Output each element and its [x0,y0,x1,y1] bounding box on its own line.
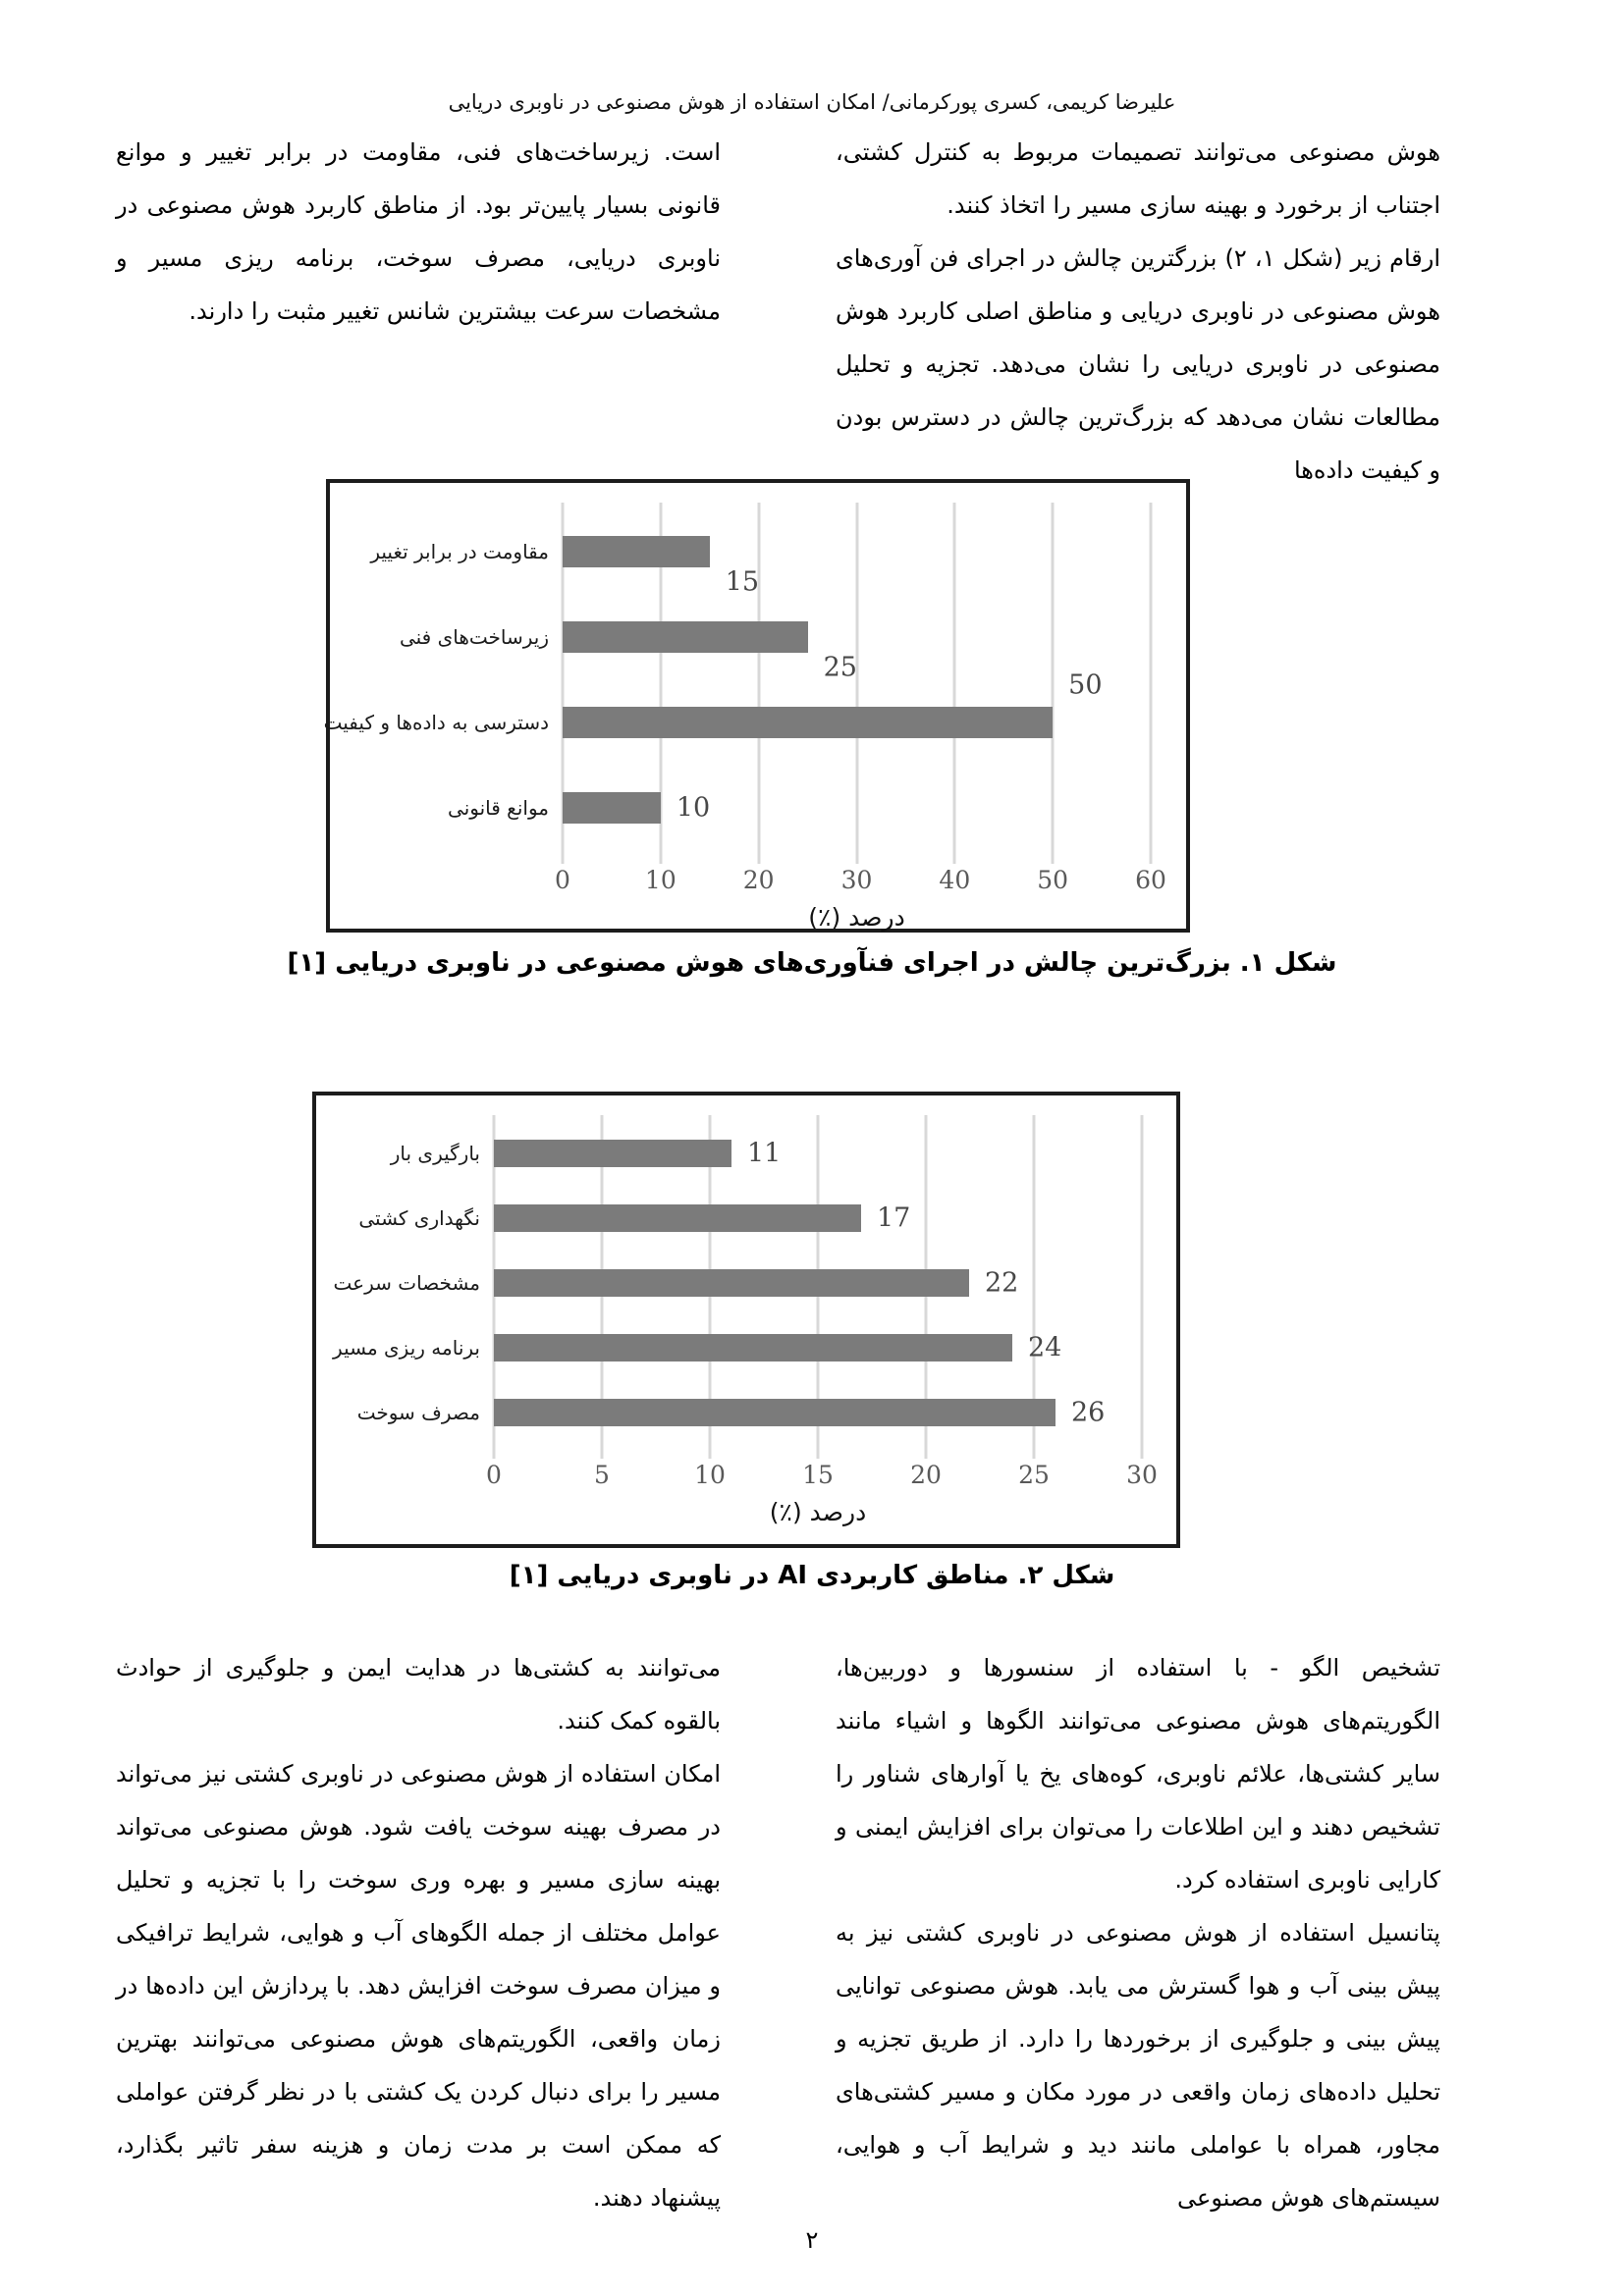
x-tick-label: 20 [910,1461,942,1489]
paragraph: هوش مصنوعی می‌توانند تصمیمات مربوط به کنترل کشتی، اجتناب از برخورد و بهینه سازی مسیر را اتخاذ کنند. [836,138,1440,219]
paragraph: پتانسیل استفاده از هوش مصنوعی در ناوبری کشتی نیز به پیش بینی آب و هوا گسترش می یابد. هوش مصنوعی توانایی پیش بینی و جلوگیری از برخوردها را دارد. از طریق تجزیه و تحلیل داده‌های زمان واقعی در مورد مکان و مسیر کشتی‌های مجاور، همراه با عواملی مانند دید و شرایط آب و هوایی، سیستم‌های هوش مصنوعی [836,1919,1440,2212]
bar-value-label: 24 [1028,1332,1062,1363]
bar-value-label: 10 [676,792,711,823]
x-tick-label: 10 [644,866,677,894]
bar-value-label: 25 [823,652,857,682]
x-tick-label: 40 [939,866,971,894]
running-header: علیرضا کریمی، کسری پورکرمانی/ امکان استفاده از هوش مصنوعی در ناوبری دریایی [448,90,1176,114]
x-tick-label: 30 [840,866,873,894]
figure-1-caption: شکل ۱. بزرگ‌ترین چالش در اجرای فنآوری‌های هوش مصنوعی در ناوبری دریایی [۱] [287,948,1337,978]
x-tick-label: 0 [486,1461,502,1489]
bottom-left-column [116,1641,721,2224]
bar [563,621,808,653]
figure-2-bar-chart [312,1092,1180,1548]
top-right-column [836,126,1440,497]
bar-value-label: 11 [747,1138,782,1169]
bar-value-label: 17 [877,1202,911,1234]
bar-value-label: 15 [725,566,760,597]
x-axis-title: درصد (٪) [769,1498,867,1526]
x-tick-label: 50 [1037,866,1069,894]
x-tick-label: 10 [694,1461,726,1489]
bottom-right-column [836,1641,1440,2224]
bar-row [356,1380,1142,1445]
bar-value-label: 26 [1070,1397,1106,1428]
category-label: مشخصات سرعت [333,1271,480,1295]
bar [494,1334,1012,1362]
bar-value-label: 22 [985,1267,1019,1299]
page-number: ۲ [805,2226,819,2254]
category-label: زیرساخت‌های فنی [399,624,549,649]
category-label: بارگیری بار [390,1142,480,1165]
x-axis-ticks [555,866,1166,899]
bar-row [358,1186,1142,1251]
bar [494,1140,731,1167]
paragraph: می‌توانند به کشتی‌ها در هدایت ایمن و جلوگیری از حوادث بالقوه کمک کنند. [116,1654,721,1735]
bar [494,1399,1056,1426]
bar-row [448,765,1151,850]
figure-2-caption: شکل ۲. مناطق کاربردی AI در ناوبری دریایی [۱] [509,1561,1115,1590]
plot-area [323,508,1151,850]
bar-row [333,1251,1142,1315]
x-tick-label: 15 [802,1461,834,1489]
category-label: موانع قانونی [448,795,549,820]
x-tick-label: 30 [1126,1461,1158,1489]
x-tick-label: 20 [742,866,775,894]
bar [563,707,1053,738]
bar-row [370,508,1151,597]
bar-row [390,1121,1142,1186]
plot-area [333,1121,1142,1445]
category-label: برنامه ریزی مسیر [333,1336,480,1360]
category-label: نگهداری کشتی [358,1206,480,1230]
x-tick-label: 25 [1018,1461,1050,1489]
paragraph: امکان استفاده از هوش مصنوعی در ناوبری کشتی نیز می‌تواند در مصرف بهینه سوخت یافت شود. هوش مصنوعی می‌تواند بهینه سازی مسیر و بهره وری سوخت را با تجزیه و تحلیل عوامل مختلف از جمله الگوهای آب و هوایی، شرایط ترافیکی و میزان مصرف سوخت افزایش دهد. با پردازش این داده‌ها در زمان واقعی، الگوریتم‌های هوش مصنوعی می‌توانند بهترین مسیر را برای دنبال کردن یک کشتی با در نظر گرفتن عواملی که ممکن است بر مدت زمان و هزینه سفر تاثیر بگذارد، پیشنهاد دهند. [116,1760,721,2212]
paragraph: است. زیرساخت‌های فنی، مقاومت در برابر تغییر و موانع قانونی بسیار پایین‌تر بود. از مناطق کاربرد هوش مصنوعی در ناوبری دریایی، مصرف سوخت، برنامه ریزی مسیر و مشخصات سرعت بیشترین شانس تغییر مثبت را دارند. [116,138,721,325]
category-label: دسترسی به داده‌ها و کیفیت [323,710,549,734]
bar [563,792,661,824]
x-axis-ticks [486,1461,1158,1494]
bar [563,536,710,567]
category-label: مصرف سوخت [356,1401,480,1424]
bar-value-label: 50 [1068,669,1103,700]
x-tick-label: 0 [555,866,570,894]
paragraph: ارقام زیر (شکل ۱، ۲) بزرگترین چالش در اجرای فن آوری‌های هوش مصنوعی در ناوبری دریایی و مناطق اصلی کاربرد هوش مصنوعی در ناوبری دریایی را نشان می‌دهد. تجزیه و تحلیل مطالعات نشان می‌دهد که بزرگ‌ترین چالش در دسترس بودن و کیفیت داده‌ها [836,244,1441,484]
bars-container [333,1121,1142,1445]
bar-row [333,1315,1142,1380]
bars-container [323,508,1151,850]
x-axis-title: درصد (٪) [808,903,905,932]
bar-row [323,669,1151,765]
x-tick-label: 5 [594,1461,610,1489]
bar [494,1204,861,1232]
top-left-column [116,126,721,338]
category-label: مقاومت در برابر تغییر [370,539,549,563]
x-tick-label: 60 [1135,866,1166,894]
bar [494,1269,969,1297]
bar-row [399,594,1151,682]
paragraph: تشخیص الگو - با استفاده از سنسورها و دوربین‌ها، الگوریتم‌های هوش مصنوعی می‌توانند الگوها و اشیاء مانند سایر کشتی‌ها، علائم ناوبری، کوه‌های یخ یا آوارهای شناور را تشخیص دهند و این اطلاعات را می‌توان برای افزایش ایمنی و کارایی ناوبری استفاده کرد. [836,1654,1440,1894]
figure-1-bar-chart [323,479,1190,933]
